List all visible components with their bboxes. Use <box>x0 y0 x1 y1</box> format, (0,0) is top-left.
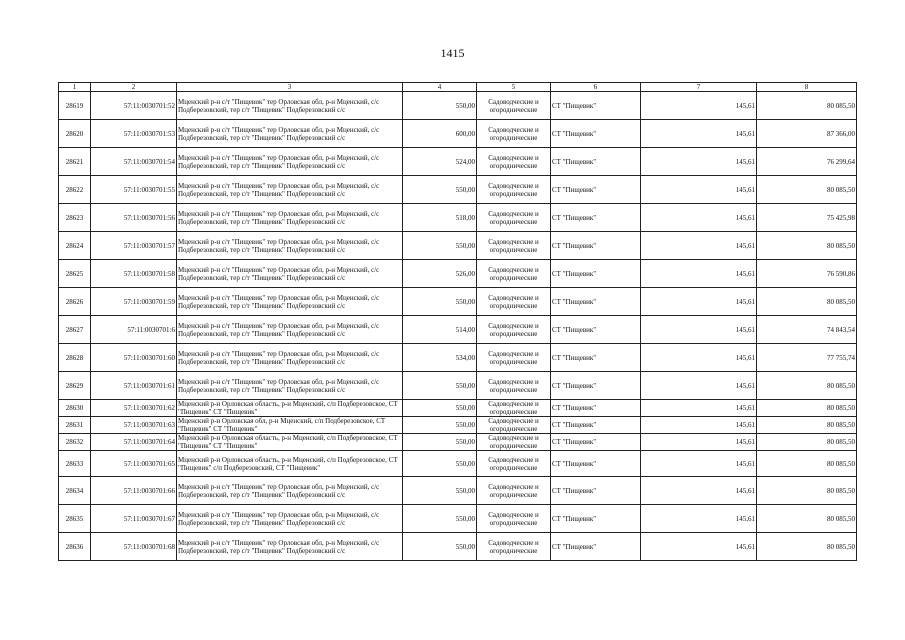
cadastral-number: 57:11:0030701:56 <box>91 204 177 232</box>
cadastral-value: 80 085,50 <box>757 434 857 451</box>
cadastral-value: 75 425,98 <box>757 204 857 232</box>
address: Мценский р-н Орловская область, р-н Мценский, с/п Подберезовское, СТ "Пищевик" СТ "Пищевик" <box>177 400 403 417</box>
rate: 145,61 <box>641 533 757 561</box>
table-row <box>59 204 857 232</box>
row-number: 28636 <box>59 533 91 561</box>
land-use: Садоводческие и огороднические <box>477 344 551 372</box>
row-number: 28632 <box>59 434 91 451</box>
owner: СТ "Пищевик" <box>551 451 641 477</box>
cadastral-number: 57:11:0030701:62 <box>91 400 177 417</box>
land-use: Садоводческие и огороднические <box>477 400 551 417</box>
address: Мценский р-н Орловская область, р-н Мценский, с/п Подберезовское, СТ "Пищевик" с/п Подберезовский, СТ "Пищевик" <box>177 451 403 477</box>
cadastral-value: 76 590,86 <box>757 260 857 288</box>
cadastral-number: 57:11:0030701:64 <box>91 434 177 451</box>
column-header: 8 <box>757 83 857 92</box>
row-number: 28635 <box>59 505 91 533</box>
cadastral-number: 57:11:0030701:52 <box>91 92 177 120</box>
land-use: Садоводческие и огороднические <box>477 316 551 344</box>
table-row <box>59 148 857 176</box>
address: Мценский р-н с/т "Пищевик" тер Орловская обл, р-н Мценский, с/с Подберезовский, тер с/т "Пищевик" Подберезовский с/с <box>177 176 403 204</box>
address: Мценский р-н с/т "Пищевик" тер Орловская обл, р-н Мценский, с/с Подберезовский, тер с/т "Пищевик" Подберезовский с/с <box>177 288 403 316</box>
column-header: 3 <box>177 83 403 92</box>
rate: 145,61 <box>641 204 757 232</box>
rate: 145,61 <box>641 372 757 400</box>
land-use: Садоводческие и огороднические <box>477 120 551 148</box>
address: Мценский р-н с/т "Пищевик" тер Орловская обл, р-н Мценский, с/с Подберезовский, тер с/т "Пищевик" Подберезовский с/с <box>177 533 403 561</box>
area: 600,00 <box>403 120 477 148</box>
address: Мценский р-н с/т "Пищевик" тер Орловская обл, р-н Мценский, с/с Подберезовский, тер с/т "Пищевик" Подберезовский с/с <box>177 316 403 344</box>
area: 550,00 <box>403 477 477 505</box>
owner: СТ "Пищевик" <box>551 434 641 451</box>
cadastral-number: 57:11:0030701:68 <box>91 533 177 561</box>
row-number: 28621 <box>59 148 91 176</box>
cadastral-number: 57:11:0030701:60 <box>91 344 177 372</box>
cadastral-value: 80 085,50 <box>757 417 857 434</box>
owner: СТ "Пищевик" <box>551 533 641 561</box>
cadastral-value: 80 085,50 <box>757 451 857 477</box>
column-header: 1 <box>59 83 91 92</box>
row-number: 28630 <box>59 400 91 417</box>
cadastral-value: 80 085,50 <box>757 372 857 400</box>
table-row <box>59 505 857 533</box>
area: 550,00 <box>403 400 477 417</box>
row-number: 28624 <box>59 232 91 260</box>
land-use: Садоводческие и огороднические <box>477 477 551 505</box>
cadastral-number: 57:11:0030701:54 <box>91 148 177 176</box>
cadastral-number: 57:11:0030701:65 <box>91 451 177 477</box>
table-row <box>59 417 857 434</box>
address: Мценский р-н с/т "Пищевик" тер Орловская обл, р-н Мценский, с/с Подберезовский, тер с/т "Пищевик" Подберезовский с/с <box>177 477 403 505</box>
table-row <box>59 232 857 260</box>
table-row <box>59 451 857 477</box>
land-use: Садоводческие и огороднические <box>477 417 551 434</box>
area: 550,00 <box>403 372 477 400</box>
address: Мценский р-н с/т "Пищевик" тер Орловская обл, р-н Мценский, с/с Подберезовский, тер с/т "Пищевик" Подберезовский с/с <box>177 148 403 176</box>
header-row <box>59 83 857 92</box>
table-row <box>59 260 857 288</box>
cadastral-value: 80 085,50 <box>757 505 857 533</box>
land-use: Садоводческие и огороднические <box>477 204 551 232</box>
column-header: 2 <box>91 83 177 92</box>
cadastral-value: 80 085,50 <box>757 288 857 316</box>
cadastral-value: 87 366,00 <box>757 120 857 148</box>
cadastral-number: 57:11:0030701:61 <box>91 372 177 400</box>
address: Мценский р-н с/т "Пищевик" тер Орловская обл, р-н Мценский, с/с Подберезовский, тер с/т "Пищевик" Подберезовский с/с <box>177 232 403 260</box>
land-use: Садоводческие и огороднические <box>477 92 551 120</box>
owner: СТ "Пищевик" <box>551 372 641 400</box>
table-row <box>59 400 857 417</box>
rate: 145,61 <box>641 344 757 372</box>
row-number: 28634 <box>59 477 91 505</box>
rate: 145,61 <box>641 288 757 316</box>
land-use: Садоводческие и огороднические <box>477 533 551 561</box>
owner: СТ "Пищевик" <box>551 92 641 120</box>
rate: 145,61 <box>641 176 757 204</box>
cadastral-value: 76 299,64 <box>757 148 857 176</box>
rate: 145,61 <box>641 434 757 451</box>
cadastral-number: 57:11:0030701:66 <box>91 477 177 505</box>
rate: 145,61 <box>641 92 757 120</box>
land-use: Садоводческие и огороднические <box>477 232 551 260</box>
row-number: 28622 <box>59 176 91 204</box>
land-use: Садоводческие и огороднические <box>477 176 551 204</box>
table-row <box>59 120 857 148</box>
cadastral-value: 80 085,50 <box>757 176 857 204</box>
rate: 145,61 <box>641 316 757 344</box>
table-row <box>59 533 857 561</box>
land-use: Садоводческие и огороднические <box>477 451 551 477</box>
owner: СТ "Пищевик" <box>551 232 641 260</box>
table-row <box>59 316 857 344</box>
area: 518,00 <box>403 204 477 232</box>
address: Мценский р-н Орловская обл, р-н Мценский, с/п Подберезовское, СТ "Пищевик" СТ "Пищевик" <box>177 417 403 434</box>
cadastral-value: 80 085,50 <box>757 232 857 260</box>
table-row <box>59 344 857 372</box>
rate: 145,61 <box>641 417 757 434</box>
rate: 145,61 <box>641 477 757 505</box>
land-use: Садоводческие и огороднические <box>477 434 551 451</box>
address: Мценский р-н с/т "Пищевик" тер Орловская обл, р-н Мценский, с/с Подберезовский, тер с/т "Пищевик" Подберезовский с/с <box>177 344 403 372</box>
area: 550,00 <box>403 533 477 561</box>
column-header: 4 <box>403 83 477 92</box>
address: Мценский р-н с/т "Пищевик" тер Орловская обл, р-н Мценский, с/с Подберезовский, тер с/т "Пищевик" Подберезовский с/с <box>177 505 403 533</box>
land-use: Садоводческие и огороднические <box>477 260 551 288</box>
cadastral-number: 57:11:0030701:55 <box>91 176 177 204</box>
table-row <box>59 477 857 505</box>
row-number: 28633 <box>59 451 91 477</box>
land-use: Садоводческие и огороднические <box>477 372 551 400</box>
row-number: 28625 <box>59 260 91 288</box>
address: Мценский р-н с/т "Пищевик" тер Орловская обл, р-н Мценский, с/с Подберезовский, тер с/т "Пищевик" Подберезовский с/с <box>177 260 403 288</box>
row-number: 28629 <box>59 372 91 400</box>
rate: 145,61 <box>641 505 757 533</box>
area: 534,00 <box>403 344 477 372</box>
cadastral-number: 57:11:0030701:58 <box>91 260 177 288</box>
area: 550,00 <box>403 434 477 451</box>
area: 524,00 <box>403 148 477 176</box>
rate: 145,61 <box>641 120 757 148</box>
cadastral-value: 80 085,50 <box>757 477 857 505</box>
area: 514,00 <box>403 316 477 344</box>
rate: 145,61 <box>641 148 757 176</box>
area: 550,00 <box>403 176 477 204</box>
row-number: 28626 <box>59 288 91 316</box>
area: 550,00 <box>403 92 477 120</box>
area: 550,00 <box>403 505 477 533</box>
owner: СТ "Пищевик" <box>551 176 641 204</box>
land-use: Садоводческие и огороднические <box>477 505 551 533</box>
area: 550,00 <box>403 232 477 260</box>
cadastral-value: 77 755,74 <box>757 344 857 372</box>
owner: СТ "Пищевик" <box>551 505 641 533</box>
address: Мценский р-н Орловская область, р-н Мценский, с/п Подберезовское, СТ "Пищевик" СТ "Пищевик" <box>177 434 403 451</box>
land-use: Садоводческие и огороднические <box>477 148 551 176</box>
row-number: 28619 <box>59 92 91 120</box>
owner: СТ "Пищевик" <box>551 344 641 372</box>
land-registry-table <box>58 82 857 561</box>
cadastral-number: 57:11:0030701:63 <box>91 417 177 434</box>
column-header: 5 <box>477 83 551 92</box>
table-row <box>59 434 857 451</box>
owner: СТ "Пищевик" <box>551 288 641 316</box>
row-number: 28623 <box>59 204 91 232</box>
row-number: 28620 <box>59 120 91 148</box>
owner: СТ "Пищевик" <box>551 204 641 232</box>
owner: СТ "Пищевик" <box>551 120 641 148</box>
rate: 145,61 <box>641 260 757 288</box>
table-row <box>59 288 857 316</box>
column-header: 6 <box>551 83 641 92</box>
owner: СТ "Пищевик" <box>551 260 641 288</box>
area: 526,00 <box>403 260 477 288</box>
area: 550,00 <box>403 451 477 477</box>
rate: 145,61 <box>641 451 757 477</box>
cadastral-number: 57:11:0030701:67 <box>91 505 177 533</box>
rate: 145,61 <box>641 400 757 417</box>
address: Мценский р-н с/т "Пищевик" тер Орловская обл, р-н Мценский, с/с Подберезовский, тер с/т "Пищевик" Подберезовский с/с <box>177 92 403 120</box>
cadastral-value: 74 843,54 <box>757 316 857 344</box>
cadastral-value: 80 085,50 <box>757 400 857 417</box>
owner: СТ "Пищевик" <box>551 477 641 505</box>
row-number: 28631 <box>59 417 91 434</box>
row-number: 28627 <box>59 316 91 344</box>
row-number: 28628 <box>59 344 91 372</box>
column-header: 7 <box>641 83 757 92</box>
land-use: Садоводческие и огороднические <box>477 288 551 316</box>
address: Мценский р-н с/т "Пищевик" тер Орловская обл, р-н Мценский, с/с Подберезовский, тер с/т "Пищевик" Подберезовский с/с <box>177 372 403 400</box>
area: 550,00 <box>403 288 477 316</box>
owner: СТ "Пищевик" <box>551 417 641 434</box>
cadastral-number: 57:11:0030701:57 <box>91 232 177 260</box>
cadastral-number: 57:11:0030701:53 <box>91 120 177 148</box>
rate: 145,61 <box>641 232 757 260</box>
cadastral-number: 57:11:0030701:6 <box>91 316 177 344</box>
address: Мценский р-н с/т "Пищевик" тер Орловская обл, р-н Мценский, с/с Подберезовский, тер с/т "Пищевик" Подберезовский с/с <box>177 204 403 232</box>
owner: СТ "Пищевик" <box>551 316 641 344</box>
page-number: 1415 <box>440 46 465 60</box>
table-row <box>59 176 857 204</box>
address: Мценский р-н с/т "Пищевик" тер Орловская обл, р-н Мценский, с/с Подберезовский, тер с/т "Пищевик" Подберезовский с/с <box>177 120 403 148</box>
cadastral-value: 80 085,50 <box>757 92 857 120</box>
area: 550,00 <box>403 417 477 434</box>
table-row <box>59 372 857 400</box>
cadastral-number: 57:11:0030701:59 <box>91 288 177 316</box>
owner: СТ "Пищевик" <box>551 148 641 176</box>
owner: СТ "Пищевик" <box>551 400 641 417</box>
table-row <box>59 92 857 120</box>
table-body <box>59 92 857 561</box>
cadastral-value: 80 085,50 <box>757 533 857 561</box>
